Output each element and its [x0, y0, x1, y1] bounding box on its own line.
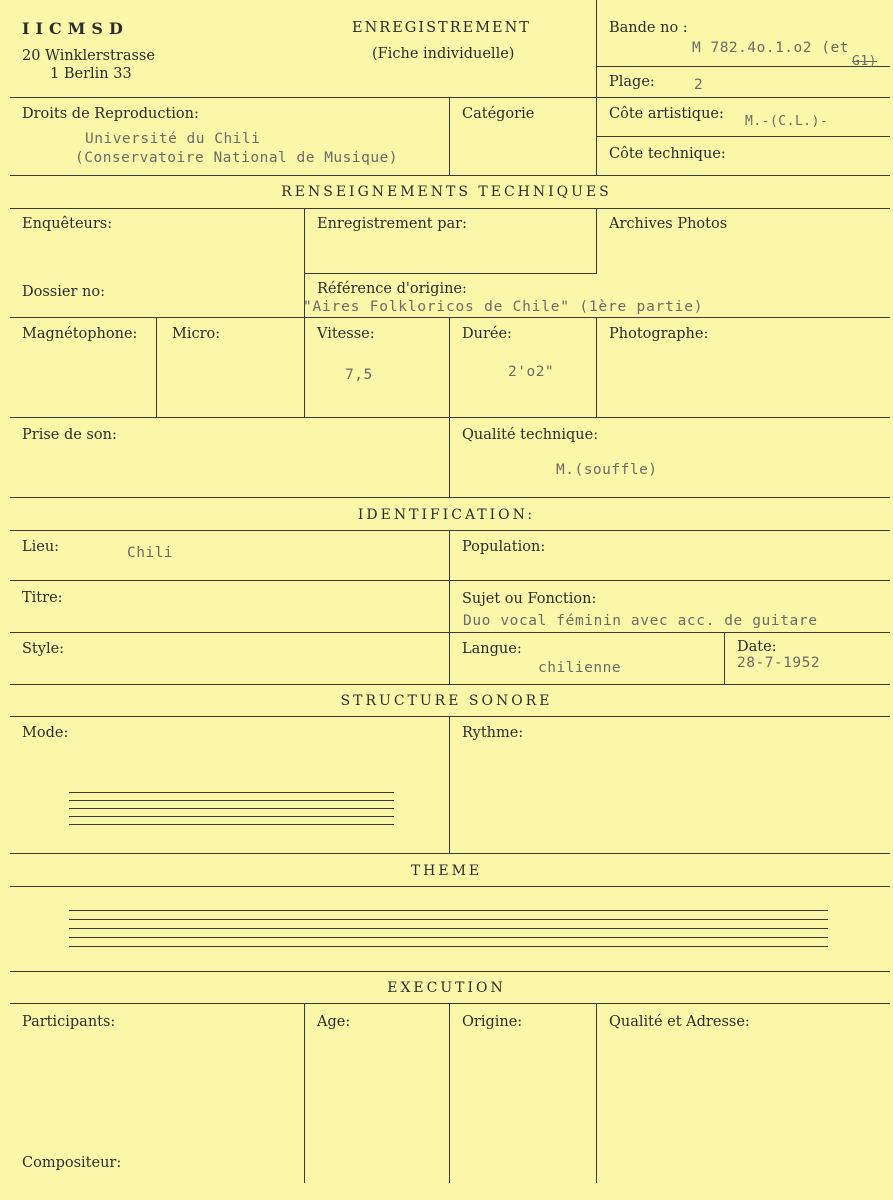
cote-artistique-label: Côte artistique:	[609, 106, 724, 122]
population-label: Population:	[462, 539, 546, 555]
rule-theme-title-bottom	[10, 886, 890, 887]
lieu-label: Lieu:	[22, 539, 60, 555]
lieu-value: Chili	[127, 545, 174, 561]
duree-value: 2'o2"	[508, 364, 555, 380]
rule-v-age	[304, 1003, 305, 1183]
origine-label: Origine:	[462, 1014, 523, 1030]
compositeur-label: Compositeur:	[22, 1155, 122, 1171]
form-title: ENREGISTREMENT	[352, 20, 531, 36]
rule-cote-mid	[596, 136, 890, 137]
section-title-technique: RENSEIGNEMENTS TECHNIQUES	[281, 184, 612, 200]
reference-value: "Aires Folkloricos de Chile" (1ère partie)	[303, 299, 704, 315]
staff-line	[69, 824, 394, 825]
droits-value-line2: (Conservatoire National de Musique)	[75, 150, 399, 166]
qualite-adresse-label: Qualité et Adresse:	[609, 1014, 750, 1030]
categorie-label: Catégorie	[462, 106, 535, 122]
section-title-theme: THEME	[410, 863, 483, 879]
droits-label: Droits de Reproduction:	[22, 106, 199, 122]
droits-value-line1: Université du Chili	[85, 131, 261, 147]
rule-v-qualite	[449, 417, 450, 497]
address-line-2: 1 Berlin 33	[50, 66, 132, 82]
sujet-label: Sujet ou Fonction:	[462, 591, 597, 607]
staff-line	[69, 919, 828, 920]
reference-label: Référence d'origine:	[317, 281, 467, 297]
rule-v-categorie	[449, 97, 450, 175]
prise-de-son-label: Prise de son:	[22, 427, 117, 443]
rule-prise-bottom	[10, 497, 890, 498]
qualite-technique-value: M.(souffle)	[556, 462, 658, 478]
rule-plage-top	[596, 66, 890, 67]
staff-line	[69, 937, 828, 938]
form-subtitle: (Fiche individuelle)	[372, 46, 515, 62]
bande-value-struck: G1)	[852, 54, 877, 69]
bande-value: M 782.4o.1.o2 (et	[692, 40, 849, 56]
micro-label: Micro:	[172, 326, 221, 342]
style-label: Style:	[22, 641, 65, 657]
magnetophone-label: Magnétophone:	[22, 326, 138, 342]
dossier-label: Dossier no:	[22, 284, 105, 300]
rule-style-bottom	[10, 684, 890, 685]
bande-label: Bande no :	[609, 20, 688, 36]
plage-value: 2	[694, 77, 704, 93]
enqueteurs-label: Enquêteurs:	[22, 216, 113, 232]
rule-v-duree	[449, 317, 450, 417]
rule-enreg-bottom	[304, 273, 596, 274]
date-value: 28-7-1952	[737, 655, 821, 671]
date-label: Date:	[737, 639, 777, 655]
mode-label: Mode:	[22, 725, 69, 741]
rule-tech-title-bottom	[10, 208, 890, 209]
cote-artistique-value: M.-(C.L.)-	[745, 114, 829, 129]
participants-label: Participants:	[22, 1014, 116, 1030]
archives-photos-label: Archives Photos	[609, 216, 728, 232]
cote-technique-label: Côte technique:	[609, 146, 726, 162]
staff-line	[69, 816, 394, 817]
staff-line	[69, 928, 828, 929]
staff-line	[69, 808, 394, 809]
rule-v-date	[724, 632, 725, 684]
sujet-value: Duo vocal féminin avec acc. de guitare	[463, 613, 818, 629]
rule-v-rythme	[449, 716, 450, 853]
address-line-1: 20 Winklerstrasse	[22, 48, 155, 64]
staff-line	[69, 910, 828, 911]
rule-mode-bottom	[10, 853, 890, 854]
rule-v-photographe	[596, 317, 597, 417]
rule-v-micro	[156, 317, 157, 417]
qualite-technique-label: Qualité technique:	[462, 427, 599, 443]
titre-label: Titre:	[22, 590, 63, 606]
rythme-label: Rythme:	[462, 725, 524, 741]
duree-label: Durée:	[462, 326, 512, 342]
enregistrement-par-label: Enregistrement par:	[317, 216, 467, 232]
staff-line	[69, 946, 828, 947]
section-title-identification: IDENTIFICATION:	[357, 507, 536, 523]
rule-v-qualite-adresse	[596, 1003, 597, 1183]
rule-v-ident	[449, 530, 450, 684]
section-title-execution: EXECUTION	[387, 980, 506, 996]
staff-line	[69, 800, 394, 801]
staff-line	[69, 792, 394, 793]
section-title-structure: STRUCTURE SONORE	[340, 693, 553, 709]
rule-v-right-top	[596, 0, 597, 175]
langue-label: Langue:	[462, 641, 522, 657]
institute-logo: IICMSD	[22, 19, 129, 38]
photographe-label: Photographe:	[609, 326, 709, 342]
plage-label: Plage:	[609, 74, 655, 90]
rule-v-archives	[596, 208, 597, 274]
langue-value: chilienne	[538, 660, 622, 676]
age-label: Age:	[317, 1014, 351, 1030]
rule-theme-bottom	[10, 971, 890, 972]
vitesse-value: 7,5	[345, 367, 373, 383]
rule-v-origine	[449, 1003, 450, 1183]
rule-rights-bottom	[10, 175, 890, 176]
vitesse-label: Vitesse:	[317, 326, 375, 342]
